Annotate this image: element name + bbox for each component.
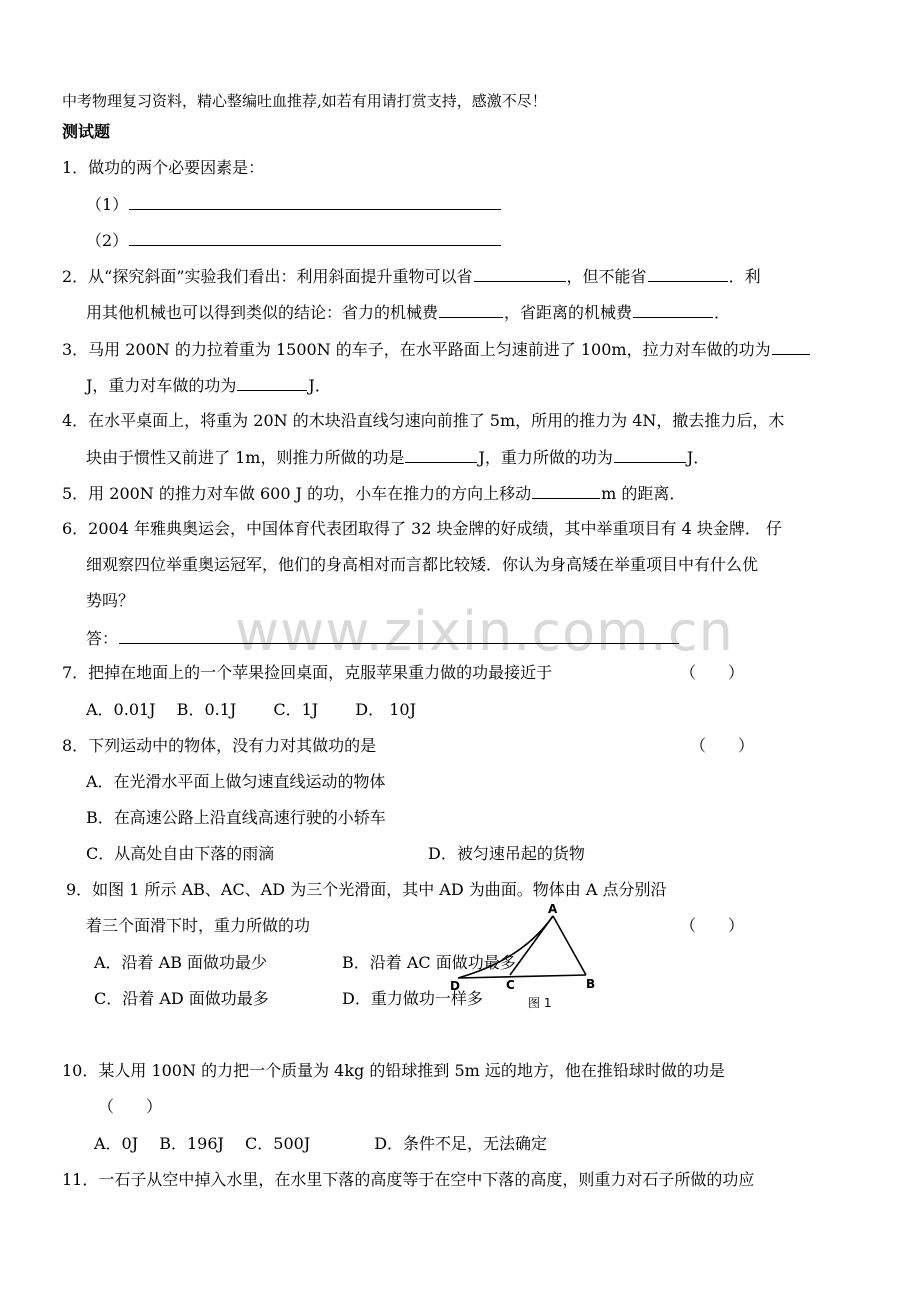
q4-line-2 <box>86 446 709 469</box>
q9-option-d: D．重力做功一样多 <box>342 989 483 1008</box>
q6-answer-label: 答： <box>86 629 119 648</box>
q8-option-b: B．在高速公路上沿直线高速行驶的小轿车 <box>86 808 386 827</box>
q9-option-c: C．沿着 AD 面做功最多 <box>94 989 269 1008</box>
page-title: 测试题 <box>62 122 111 141</box>
q2-blank-3[interactable] <box>439 301 503 318</box>
q6-line-1: 6．2004 年雅典奥运会，中国体育代表团取得了 32 块金牌的好成绩，其中举重项目有 4 块金牌． 仔 <box>62 519 782 538</box>
ground-line <box>458 975 586 978</box>
surface-ad <box>458 916 553 978</box>
q2-text-1: 2．从“探究斜面”实验我们看出：利用斜面提升重物可以省 <box>62 267 473 286</box>
q2-text-6: ． <box>714 303 731 322</box>
q10-answer-paren[interactable]: （ ） <box>98 1097 163 1116</box>
q5-line <box>62 482 685 505</box>
surface-ab <box>553 916 586 975</box>
q2-blank-4[interactable] <box>633 301 713 318</box>
figure-caption: 图 1 <box>528 996 552 1010</box>
q6-answer-line <box>86 627 680 650</box>
q1-answer-blank-2[interactable] <box>129 229 501 246</box>
q4-text-1: 块由于惯性又前进了 1m，则推力所做的功是 <box>86 448 405 467</box>
q4-line-1: 4．在水平桌面上，将重为 20N 的木块沿直线匀速向前推了 5m，所用的推力为 4N，撤去推力后，木 <box>62 411 785 430</box>
q6-line-2: 细观察四位举重奥运冠军，他们的身高相对而言都比较矮．你认为身高矮在举重项目中有什么优 <box>86 555 759 574</box>
q1-item-1-label: （1） <box>86 195 129 214</box>
point-c-label: C <box>506 978 515 992</box>
q9-answer-paren[interactable]: （ ） <box>680 916 745 935</box>
q8-option-a: A．在光滑水平面上做匀速直线运动的物体 <box>86 772 386 791</box>
q1-item-1 <box>86 193 502 216</box>
watermark: www.zixin.com.cn <box>235 600 734 663</box>
q7-answer-paren[interactable]: （ ） <box>680 663 745 682</box>
figure-1-diagram <box>430 900 610 1020</box>
q9-line-2: 着三个面滑下时，重力所做的功 <box>86 916 311 935</box>
q7-stem: 7．把掉在地面上的一个苹果捡回桌面，克服苹果重力做的功最接近于 <box>62 663 553 682</box>
q2-text-5: ，省距离的机械费 <box>504 303 633 322</box>
q8-option-c: C．从高处自由下落的雨滴 <box>86 844 275 863</box>
q5-blank[interactable] <box>532 482 600 499</box>
point-d-label: D <box>450 979 460 993</box>
q4-blank-1[interactable] <box>405 446 477 463</box>
q4-text-3: J． <box>686 448 710 467</box>
q3-blank-2[interactable] <box>237 374 307 391</box>
q2-text-4: 用其他机械也可以得到类似的结论：省力的机械费 <box>86 303 439 322</box>
q6-line-3: 势吗？ <box>86 591 135 610</box>
header-note: 中考物理复习资料，精心整编吐血推荐,如若有用请打赏支持，感激不尽！ <box>62 92 547 110</box>
q3-text-3: J． <box>308 376 331 395</box>
q2-text-3: ．利 <box>728 267 761 286</box>
q6-answer-blank[interactable] <box>119 627 679 644</box>
q3-line-1 <box>62 338 811 361</box>
point-a-label: A <box>548 902 558 916</box>
q3-blank-1[interactable] <box>772 338 810 355</box>
q2-text-2: ，但不能省 <box>566 267 647 286</box>
q5-text-1: 5．用 200N 的推力对车做 600 J 的功，小车在推力的方向上移动 <box>62 484 532 503</box>
q2-blank-2[interactable] <box>648 265 728 282</box>
q3-text-1: 3．马用 200N 的力拉着重为 1500N 的车子，在水平路面上匀速前进了 100m，拉力对车做的功为 <box>62 340 771 359</box>
q9-option-b: B．沿着 AC 面做功最多 <box>342 953 516 972</box>
q8-option-d: D．被匀速吊起的货物 <box>428 844 585 863</box>
q1-stem: 1．做功的两个必要因素是： <box>62 158 265 177</box>
q4-blank-2[interactable] <box>614 446 686 463</box>
q1-answer-blank-1[interactable] <box>129 193 501 210</box>
q3-line-2 <box>86 374 331 397</box>
q1-item-2-label: （2） <box>86 231 129 250</box>
q1-item-2 <box>86 229 502 252</box>
q8-answer-paren[interactable]: （ ） <box>690 736 755 755</box>
q7-options: A．0.01J B．0.1J C．1J D． 10J <box>86 700 416 719</box>
q11-line-1: 11．一石子从空中掉入水里，在水里下落的高度等于在空中下落的高度，则重力对石子所做的功应 <box>62 1170 755 1189</box>
q8-stem: 8．下列运动中的物体，没有力对其做功的是 <box>62 736 377 755</box>
q4-text-2: J，重力所做的功为 <box>478 448 613 467</box>
q10-line-1: 10．某人用 100N 的力把一个质量为 4kg 的铅球推到 5m 远的地方，他在推铅球时做的功是 <box>62 1061 725 1080</box>
q2-line-2 <box>86 301 730 324</box>
q9-line-1: 9．如图 1 所示 AB、AC、AD 为三个光滑面，其中 AD 为曲面。物体由 A 点分别沿 <box>66 880 667 899</box>
point-b-label: B <box>586 977 596 991</box>
q2-line-1 <box>62 265 761 288</box>
q5-text-2: m 的距离． <box>601 484 686 503</box>
q9-option-a: A．沿着 AB 面做功最少 <box>94 953 268 972</box>
q10-options: A．0J B．196J C．500J D．条件不足，无法确定 <box>94 1134 548 1153</box>
q2-blank-1[interactable] <box>474 265 566 282</box>
q3-text-2: J，重力对车做的功为 <box>86 376 237 395</box>
